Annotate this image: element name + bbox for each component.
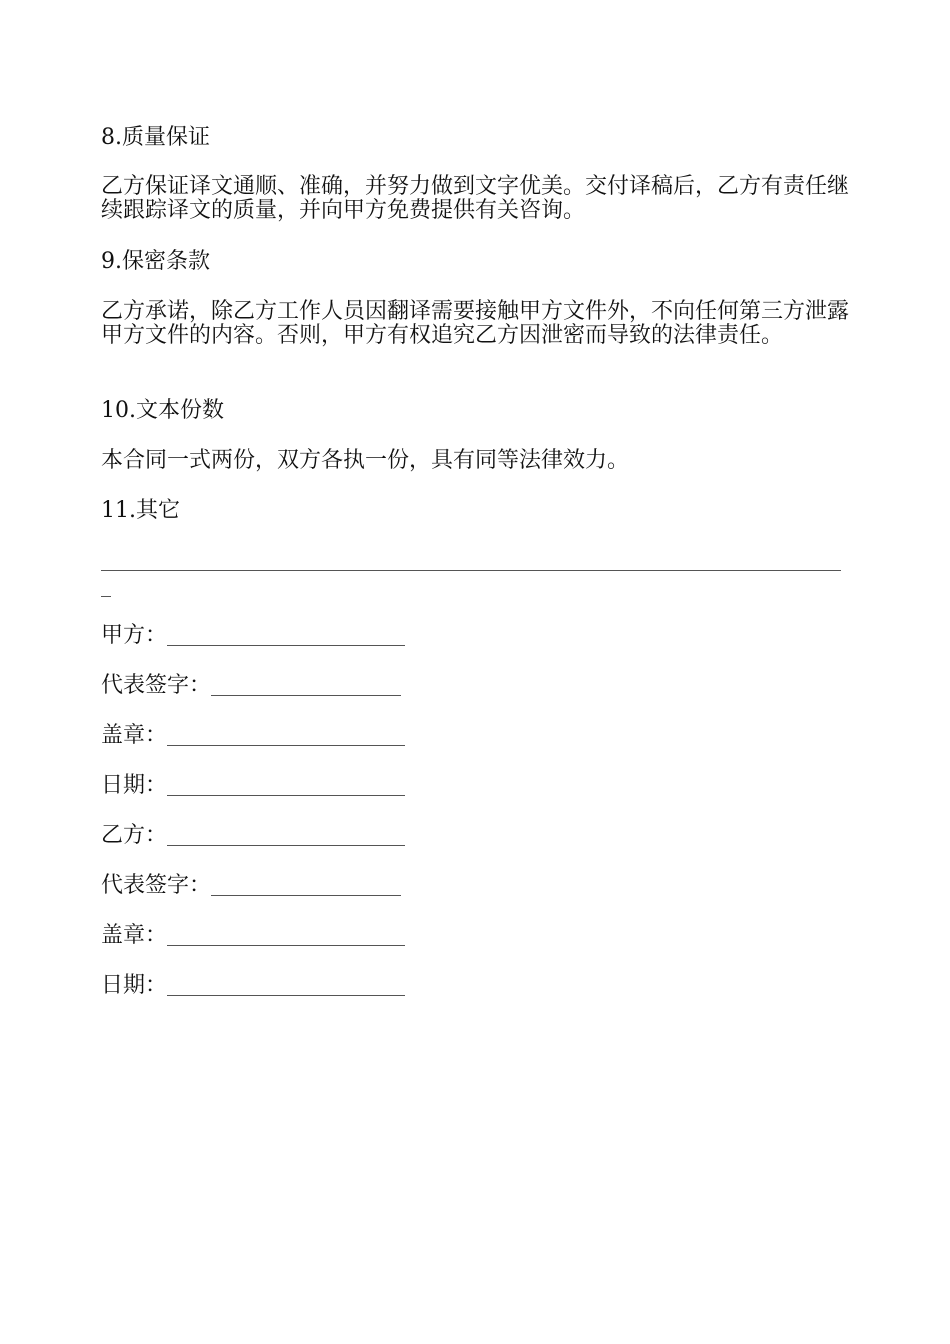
section-10-heading: 10.文本份数 — [101, 398, 224, 423]
party-a-label: 甲方： — [101, 623, 168, 648]
party-a-date-label: 日期： — [101, 773, 168, 798]
party-b-rep-blank — [211, 875, 401, 896]
party-b-blank — [167, 825, 405, 846]
party-b-seal-row — [101, 922, 405, 948]
party-b-date-blank — [167, 975, 405, 996]
party-b-row — [101, 822, 405, 848]
party-b-rep-label: 代表签字： — [101, 873, 212, 898]
section-11-heading: 11.其它 — [101, 498, 180, 523]
party-a-date-blank — [167, 775, 405, 796]
party-a-rep-row — [101, 672, 401, 698]
section-10-body: 本合同一式两份，双方各执一份，具有同等法律效力。 — [101, 448, 630, 473]
section-11-blank-line-stub — [101, 596, 111, 597]
party-a-rep-blank — [211, 675, 401, 696]
party-b-rep-row — [101, 872, 401, 898]
party-b-date-label: 日期： — [101, 973, 168, 998]
section-8-body: 乙方保证译文通顺、准确，并努力做到文字优美。交付译稿后，乙方有责任继续跟踪译文的质量，并向甲方免费提供有关咨询。 — [101, 174, 850, 223]
party-b-label: 乙方： — [101, 823, 168, 848]
party-b-date-row — [101, 972, 405, 998]
party-a-rep-label: 代表签字： — [101, 673, 212, 698]
section-9-body: 乙方承诺，除乙方工作人员因翻译需要接触甲方文件外，不向任何第三方泄露甲方文件的内容。否则，甲方有权追究乙方因泄密而导致的法律责任。 — [101, 299, 850, 348]
party-a-date-row — [101, 772, 405, 798]
party-a-row — [101, 622, 405, 648]
party-b-seal-label: 盖章： — [101, 923, 168, 948]
party-a-blank — [167, 625, 405, 646]
party-a-seal-blank — [167, 725, 405, 746]
party-b-seal-blank — [167, 925, 405, 946]
section-11-blank-line — [101, 570, 841, 571]
party-a-seal-row — [101, 722, 405, 748]
section-9-heading: 9.保密条款 — [101, 249, 210, 274]
section-8-heading: 8.质量保证 — [101, 125, 210, 150]
party-a-seal-label: 盖章： — [101, 723, 168, 748]
